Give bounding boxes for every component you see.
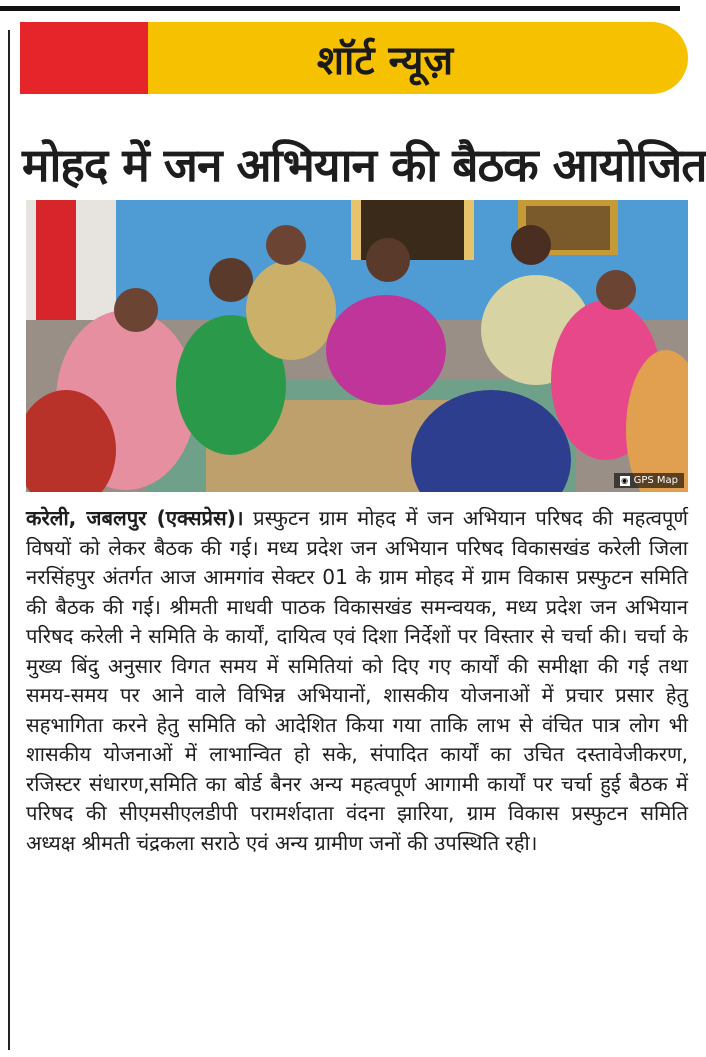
gps-watermark-text: GPS Map (633, 475, 678, 486)
banner-red-block (20, 22, 148, 94)
meeting-photo-illustration (26, 200, 688, 492)
gps-map-icon: ◉ (621, 475, 629, 485)
section-label: शॉर्ट न्यूज़ (316, 37, 454, 84)
article-text: प्रस्फुटन ग्राम मोहद में जन अभियान परिषद की महत्वपूर्ण विषयों को लेकर बैठक की गई। मध्य प्रदेश जन अभियान परिषद विकासखंड करेली जिला नरसिंहपुर अंतर्गत आज आमगांव सेक्टर 01 के ग्राम मोहद में ग्राम विकास प्रस्फुटन समिति की बैठक की गई। श्रीमती माधवी पाठक विकासखंड समन्वयक, मध्य प्रदेश जन अभियान परिषद करेली ने समिति के कार्यों, दायित्व एवं दिशा निर्देशों पर विस्तार से चर्चा की। चर्चा के मुख्य बिंदु अनुसार विगत समय में समितियां को दिए गए कार्यों की समीक्षा की गई तथा समय-समय पर आने वाले विभिन्न अभियानों, शासकीय योजनाओं में प्रचार प्रसार हेतु सहभागिता करने हेतु समिति को आदेशित किया गया ताकि लाभ से वंचित पात्र लोग भी शासकीय योजनाओं में लाभान्वित हो सके, संपादित कार्यों का उचित दस्तावेजीकरण, रजिस्टर संधारण,समिति का बोर्ड बैनर अन्य महत्वपूर्ण आगामी कार्यों पर चर्चा हुई बैठक में परिषद की सीएमसीएलडीपी परामर्शदाता वंदना झारिया, ग्राम विकास प्रस्फुटन समिति अध्यक्ष श्रीमती चंद्रकला सराठे एवं अन्य ग्रामीण जनों की उपस्थिति रही। (26, 506, 688, 855)
article-body (26, 504, 688, 1052)
section-banner (20, 22, 688, 94)
column-rule (8, 30, 10, 1050)
news-photo (26, 200, 688, 492)
top-rule (0, 6, 680, 11)
gps-watermark (614, 473, 684, 488)
article-dateline: करेली, जबलपुर (एक्सप्रेस)। (26, 506, 244, 530)
headline: मोहद में जन अभियान की बैठक आयोजित (22, 138, 706, 192)
